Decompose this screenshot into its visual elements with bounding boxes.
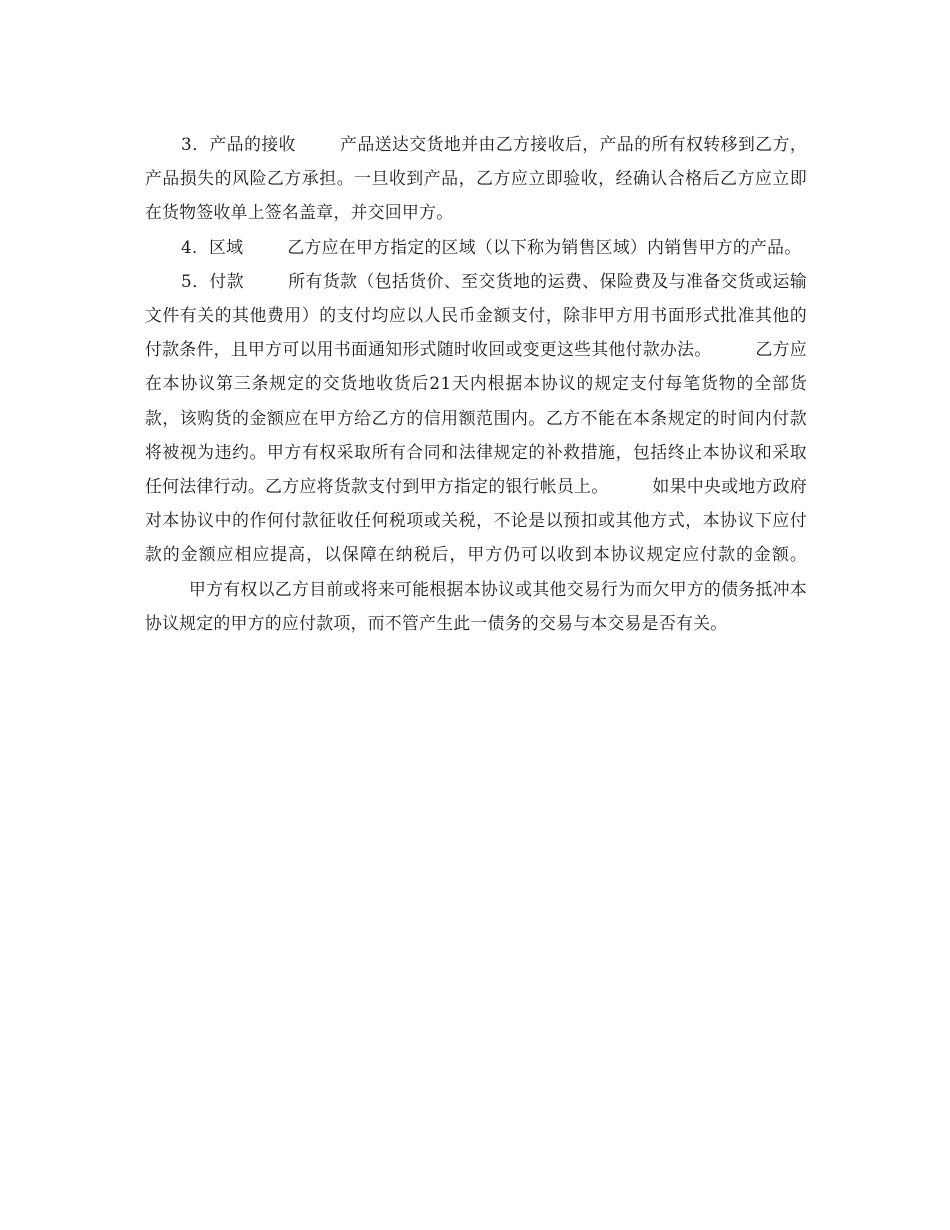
clause-4-region [145, 230, 807, 264]
document-body [145, 127, 807, 640]
clause-3-text: 产品送达交货地并由乙方接收后，产品的所有权转移到乙方，产品损失的风险乙方承担。一旦收到产品，乙方应立即验收，经确认合格后乙方应立即在货物签收单上签名盖章，并交回甲方。 [145, 134, 807, 223]
clause-4-heading: 4．区域 [181, 236, 244, 257]
clause-5-text-2: 乙方应在本协议第三条规定的交货地收货后21天内根据本协议的规定支付每笔货物的全部货款，该购货的金额应在甲方给乙方的信用额范围内。乙方不能在本条规定的时间内付款将被视为违约。甲方有权采取所有合同和法律规定的补救措施，包括终止本协议和采取任何法律行动。乙方应将货款支付到甲方指定的银行帐员上。 [145, 339, 807, 497]
clause-5-heading: 5．付款 [181, 270, 245, 291]
clause-5-text-1: 所有货款（包括货价、至交货地的运费、保险费及与准备交货或运输文件有关的其他费用）的支付均应以人民币金额支付，除非甲方用书面形式批准其他的付款条件，且甲方可以用书面通知形式随时收回或变更这些其他付款办法。 [145, 270, 807, 360]
clause-5-payment [145, 264, 807, 640]
clause-4-text: 乙方应在甲方指定的区域（以下称为销售区域）内销售甲方的产品。 [287, 236, 802, 257]
clause-5-text-4: 甲方有权以乙方目前或将来可能根据本协议或其他交易行为而欠甲方的债务抵冲本协议规定的甲方的应付款项，而不管产生此一债务的交易与本交易是否有关。 [145, 578, 807, 633]
clause-3-receipt [145, 127, 807, 230]
clause-5-text-3: 如果中央或地方政府对本协议中的作何付款征收任何税项或关税，不论是以预扣或其他方式，本协议下应付款的金额应相应提高，以保障在纳税后，甲方仍可以收到本协议规定应付款的金额。 [145, 476, 807, 565]
clause-3-heading: 3．产品的接收 [181, 134, 296, 154]
